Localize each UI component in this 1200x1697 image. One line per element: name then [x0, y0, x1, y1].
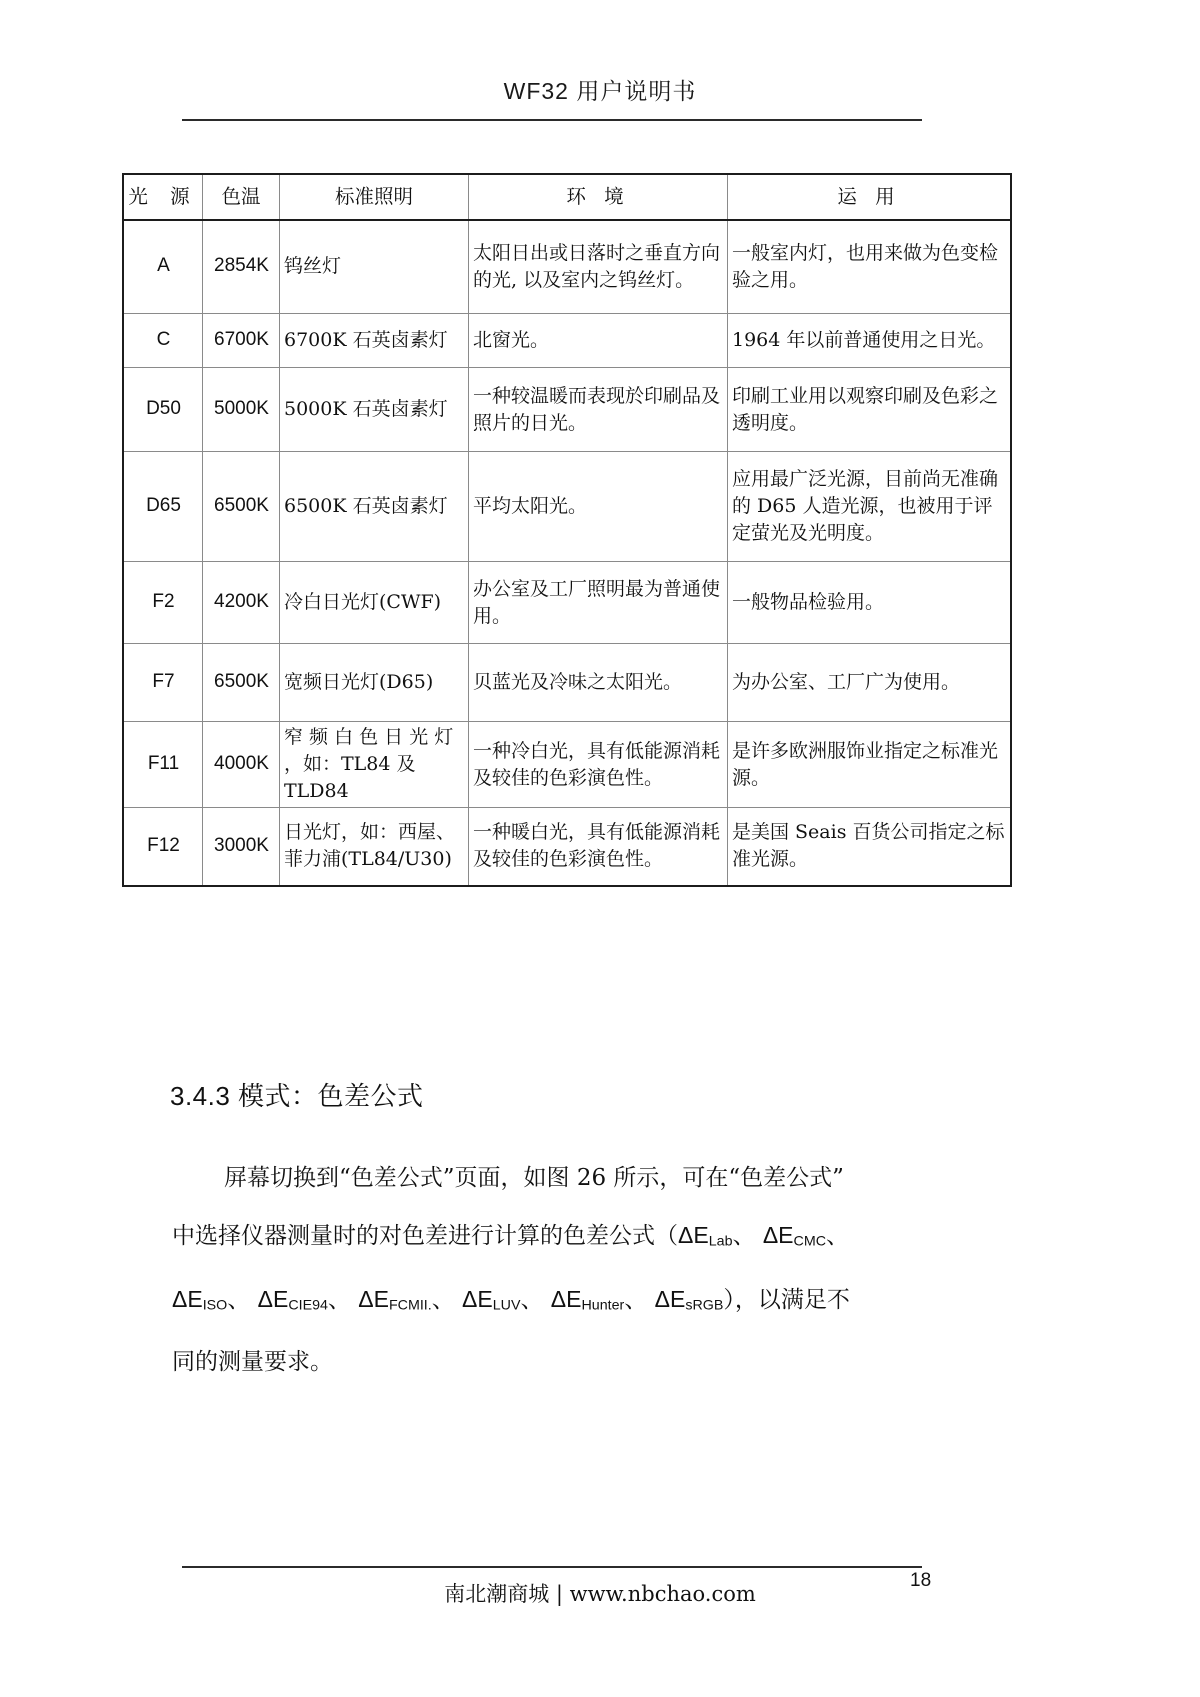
cell-source: F11 [123, 722, 203, 808]
cell-environment: 贝蓝光及冷味之太阳光。 [469, 644, 728, 722]
cell-environment: 北窗光。 [469, 314, 728, 368]
cell-standard: 6500K 石英卤素灯 [280, 452, 469, 562]
cell-usage: 印刷工业用以观察印刷及色彩之透明度。 [728, 368, 1012, 452]
formula-delta-e-iso: $\Delta E_{ISO}$ [172, 1285, 228, 1314]
column-header-standard: 标准照明 [280, 174, 469, 220]
column-header-environment: 环 境 [469, 174, 728, 220]
cell-environment: 平均太阳光。 [469, 452, 728, 562]
cell-standard: 5000K 石英卤素灯 [280, 368, 469, 452]
cell-source: A [123, 220, 203, 314]
table-row [123, 368, 1011, 452]
cell-standard: 冷白日光灯(CWF) [280, 562, 469, 644]
column-header-temperature: 色温 [203, 174, 280, 220]
header-divider [182, 119, 922, 121]
table-header-row [123, 174, 1011, 220]
light-source-table-wrapper [122, 173, 1005, 887]
formula-delta-e-fcmii: $\Delta E_{FCMII.}$ [358, 1285, 432, 1314]
page-number: 18 [910, 1570, 932, 1591]
cell-standard: 钨丝灯 [280, 220, 469, 314]
table-row [123, 562, 1011, 644]
formula-sub-lab: Lab [708, 1233, 733, 1250]
footer-text: 南北潮商城 | www.nbchao.com [444, 1582, 756, 1606]
table-row [123, 722, 1011, 808]
page-header-title: WF32 用户说明书 [503, 78, 697, 104]
cell-temperature: 2854K [203, 220, 280, 314]
cell-standard: 窄 频 白 色 日 光 灯 ，如：TL84 及 TLD84 [280, 722, 469, 808]
cell-environment: 一种冷白光，具有低能源消耗及较佳的色彩演色性。 [469, 722, 728, 808]
section-paragraph [172, 1150, 962, 1391]
formula-sub-hunter: Hunter [581, 1297, 625, 1314]
cell-temperature: 5000K [203, 368, 280, 452]
cell-usage: 是美国 Seais 百货公司指定之标准光源。 [728, 808, 1012, 886]
cell-usage: 1964 年以前普通使用之日光。 [728, 314, 1012, 368]
table-row [123, 452, 1011, 562]
table-row [123, 644, 1011, 722]
formula-delta-e-cmc: $\Delta E_{CMC}$ [762, 1222, 826, 1250]
cell-temperature: 4200K [203, 562, 280, 644]
formula-sub-cmc: CMC [793, 1233, 826, 1250]
light-source-table [122, 173, 1012, 887]
formula-delta-e-hunter: $\Delta E_{Hunter}$ [550, 1285, 625, 1314]
cell-usage: 一般物品检验用。 [728, 562, 1012, 644]
cell-usage: 为办公室、工厂广为使用。 [728, 644, 1012, 722]
cell-temperature: 6700K [203, 314, 280, 368]
column-header-source: 光 源 [123, 174, 203, 220]
formula-sub-cie94: CIE94 [288, 1297, 328, 1314]
cell-source: D50 [123, 368, 203, 452]
paragraph-line-1-text: 屏幕切换到“色差公式”页面，如图 26 所示，可在“色差公式” [224, 1165, 844, 1191]
cell-source: F2 [123, 562, 203, 644]
paragraph-line-2: 中选择仪器测量时的对色差进行计算的色差公式（$\Delta E_{Lab}$、 $\Delta E_{CMC}$、 [172, 1222, 849, 1250]
formula-delta-e-luv: $\Delta E_{LUV}$ [462, 1285, 521, 1314]
table-row [123, 220, 1011, 314]
paragraph-line-1 [172, 1150, 962, 1207]
formula-delta-e-lab: $\Delta E_{Lab}$ [678, 1222, 733, 1250]
cell-environment: 太阳日出或日落时之垂直方向的光, 以及室内之钨丝灯。 [469, 220, 728, 314]
cell-standard: 宽频日光灯(D65) [280, 644, 469, 722]
cell-temperature: 3000K [203, 808, 280, 886]
cell-standard: 6700K 石英卤素灯 [280, 314, 469, 368]
cell-environment: 办公室及工厂照明最为普通使用。 [469, 562, 728, 644]
cell-temperature: 6500K [203, 452, 280, 562]
formula-sub-iso: ISO [202, 1297, 228, 1314]
table-row [123, 314, 1011, 368]
cell-environment: 一种暖白光，具有低能源消耗及较佳的色彩演色性。 [469, 808, 728, 886]
formula-sub-fcmii: FCMII. [388, 1297, 432, 1314]
cell-temperature: 6500K [203, 644, 280, 722]
cell-source: F7 [123, 644, 203, 722]
formula-sub-srgb: sRGB [685, 1297, 724, 1314]
paragraph-line-3: $\Delta E_{ISO}$、 $\Delta E_{CIE94}$、 $\Delta E_{FCMII.}$、 $\Delta E_{LUV}$、 $\Delta E_{Hunter}$、 $\Delta E_{sRGB}$），以满足不 [172, 1285, 850, 1314]
cell-source: D65 [123, 452, 203, 562]
paragraph-line-4: 同的测量要求。 [172, 1349, 333, 1376]
table-row [123, 808, 1011, 886]
section-heading: 3.4.3 模式：色差公式 [170, 1081, 424, 1111]
cell-usage: 应用最广泛光源，目前尚无准确的 D65 人造光源，也被用于评定萤光及光明度。 [728, 452, 1012, 562]
footer-divider [182, 1566, 922, 1568]
cell-usage: 是许多欧洲服饰业指定之标准光源。 [728, 722, 1012, 808]
cell-source: F12 [123, 808, 203, 886]
cell-temperature: 4000K [203, 722, 280, 808]
cell-source: C [123, 314, 203, 368]
cell-standard: 日光灯，如：西屋、菲力浦(TL84/U30) [280, 808, 469, 886]
formula-delta-e-cie94: $\Delta E_{CIE94}$ [257, 1285, 328, 1314]
formula-delta-e-srgb: $\Delta E_{sRGB}$ [654, 1285, 724, 1314]
column-header-usage: 运 用 [728, 174, 1012, 220]
cell-environment: 一种较温暖而表现於印刷品及照片的日光。 [469, 368, 728, 452]
cell-usage: 一般室内灯，也用来做为色变检验之用。 [728, 220, 1012, 314]
formula-sub-luv: LUV [492, 1297, 521, 1314]
